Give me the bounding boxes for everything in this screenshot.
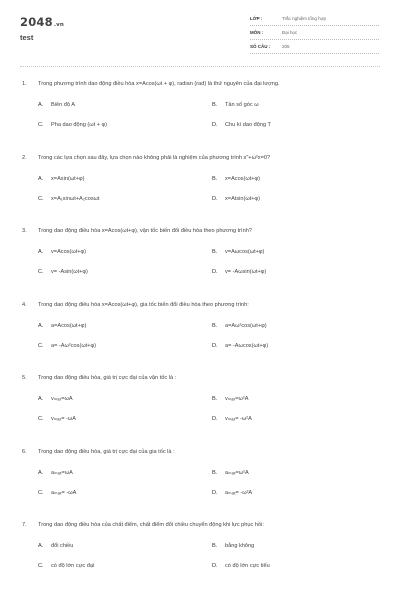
option-c[interactable] (38, 490, 76, 496)
question-number: 4. (22, 301, 27, 308)
option-key: A. (38, 469, 44, 476)
question-text (22, 301, 249, 309)
option-text: v=Acos(ωt+φ) (51, 249, 87, 255)
option-key: A. (38, 396, 44, 402)
option-key: D. (212, 122, 218, 128)
option-b[interactable] (212, 102, 259, 108)
option-key: C. (38, 122, 44, 128)
question-item (22, 227, 382, 301)
option-text: v= -Asin(ωt+φ) (51, 269, 88, 275)
question-list (22, 80, 382, 595)
option-key: B. (212, 249, 218, 255)
class-value: Trắc nghiệm tổng hợp (282, 16, 327, 21)
question-stem: Trong các lựa chọn sau đây, lựa chọn nào không phải là nghiệm của phương trình x"+ω²x=0? (38, 154, 271, 161)
option-text: đổi chiều (51, 543, 74, 549)
option-c[interactable] (38, 416, 76, 422)
question-number: 1. (22, 81, 27, 87)
option-text: bằng không (225, 543, 255, 549)
option-b[interactable] (212, 396, 248, 402)
question-item (22, 154, 382, 228)
option-d[interactable] (212, 490, 252, 496)
subject-value: Đại học (282, 30, 298, 35)
document-title: test (20, 33, 34, 42)
question-item (22, 374, 382, 448)
option-a[interactable] (38, 323, 86, 329)
option-key: C. (38, 195, 44, 202)
option-text: Pha dao động (ωt + φ) (51, 122, 108, 128)
option-key: C. (38, 269, 44, 275)
option-text: Chu kì dao động T (225, 122, 271, 128)
question-number: 7. (22, 522, 27, 528)
question-stem: Trong dao động điều hòa, giá trị cực đại của gia tốc là : (38, 448, 175, 455)
subject-row (250, 26, 379, 40)
option-b[interactable] (212, 176, 260, 182)
class-label: LỚP : (250, 16, 263, 21)
option-text: v= -Aωsin(ωt+φ) (225, 269, 267, 275)
option-a[interactable] (38, 102, 75, 108)
option-d[interactable] (212, 343, 268, 349)
question-text (22, 521, 264, 529)
option-key: D. (212, 416, 218, 422)
option-key: A. (38, 249, 44, 255)
option-text: aₘₐₓ= -ωA (51, 489, 77, 496)
question-item (22, 521, 382, 595)
option-key: B. (212, 322, 218, 329)
option-b[interactable] (212, 470, 249, 476)
option-d[interactable] (212, 269, 266, 275)
option-key: C. (38, 563, 44, 569)
option-text: vₘₐₓ=ωA (51, 396, 73, 402)
logo-text: 2048 (20, 15, 53, 29)
question-item (22, 448, 382, 522)
option-text: x=A₁sinωt+A₂cosωt (51, 195, 100, 202)
logo-suffix: .vn (53, 21, 65, 28)
option-key: B. (212, 469, 218, 476)
option-c[interactable] (38, 196, 100, 202)
option-a[interactable] (38, 543, 73, 549)
option-key: B. (212, 543, 218, 549)
option-a[interactable] (38, 176, 85, 182)
option-text: vₘₐₓ= -ωA (51, 416, 76, 422)
question-text (22, 227, 252, 235)
question-number: 2. (22, 154, 27, 161)
option-key: B. (212, 175, 218, 182)
option-b[interactable] (212, 543, 254, 549)
option-text: aₘₐₓ=ω²A (225, 469, 249, 476)
question-text (22, 448, 175, 456)
option-text: a= -Aωcos(ωt+φ) (225, 342, 269, 349)
question-number: 3. (22, 228, 27, 234)
subject-label: MÔN : (250, 30, 264, 35)
option-key: D. (212, 195, 218, 202)
question-number: 5. (22, 375, 27, 381)
option-d[interactable] (212, 563, 270, 569)
option-text: có độ lớn cực đại (51, 563, 95, 569)
option-key: A. (38, 322, 44, 329)
option-key: B. (212, 102, 218, 108)
option-b[interactable] (212, 323, 267, 329)
option-key: D. (212, 563, 218, 569)
option-text: x=Asin(ωt+φ) (51, 175, 85, 182)
question-number: 6. (22, 448, 27, 455)
question-stem: Trong phương trình dao động điều hòa x=Acos(ωt + φ), radian (rad) là thứ nguyên của đại lượng. (38, 81, 280, 87)
option-key: C. (38, 342, 44, 349)
question-item (22, 80, 382, 154)
option-key: D. (212, 489, 218, 496)
option-c[interactable] (38, 563, 94, 569)
option-b[interactable] (212, 249, 264, 255)
question-stem: Trong dao động điều hòa của chất điểm, chất điểm đổi chiều chuyển động khi lực phục hồi: (38, 522, 264, 528)
question-stem: Trong dao động điều hòa x=Acos(ωt+φ), vận tốc biến đổi điều hòa theo phương trình? (38, 228, 252, 234)
header-divider (20, 66, 380, 67)
option-text: x=Acos(ωt+φ) (225, 175, 261, 182)
option-c[interactable] (38, 122, 107, 128)
question-item (22, 301, 382, 375)
question-text (22, 80, 280, 88)
option-key: A. (38, 543, 44, 549)
question-text (22, 154, 270, 162)
option-a[interactable] (38, 396, 73, 402)
option-text: x=Atsin(ωt+φ) (225, 195, 261, 202)
option-c[interactable] (38, 343, 96, 349)
count-label: SỐ CÂU : (250, 44, 271, 49)
option-key: D. (212, 269, 218, 275)
site-logo[interactable] (20, 15, 64, 29)
option-text: Tần số góc ω (225, 102, 259, 108)
option-text: Biên độ A (51, 102, 75, 108)
count-value: 205 (282, 44, 290, 49)
option-text: có độ lớn cực tiểu (225, 563, 270, 569)
question-stem: Trong dao động điều hòa, giá trị cực đại của vận tốc là : (38, 375, 177, 381)
option-key: A. (38, 175, 44, 182)
header-info (250, 12, 379, 54)
option-text: vₘₐₓ= -ω²A (225, 416, 252, 422)
option-key: C. (38, 416, 44, 422)
option-text: a= -Aω²cos(ωt+φ) (51, 342, 97, 349)
option-text: vₘₐₓ=ω²A (225, 396, 249, 402)
option-key: B. (212, 396, 218, 402)
option-d[interactable] (212, 122, 271, 128)
option-d[interactable] (212, 196, 260, 202)
option-key: A. (38, 102, 44, 108)
option-a[interactable] (38, 249, 86, 255)
option-c[interactable] (38, 269, 88, 275)
option-key: D. (212, 342, 218, 349)
option-text: aₘₐₓ=ωA (51, 469, 73, 476)
option-text: aₘₐₓ= -ω²A (225, 489, 253, 496)
option-key: C. (38, 489, 44, 496)
count-row (250, 40, 379, 54)
option-text: v=Aωcos(ωt+φ) (225, 249, 265, 255)
option-a[interactable] (38, 470, 73, 476)
option-d[interactable] (212, 416, 252, 422)
question-stem: Trong dao động điều hòa x=Acos(ωt+φ), gia tốc biến đổi điều hòa theo phương trình: (38, 301, 249, 308)
option-text: a=Acos(ωt+φ) (51, 322, 87, 329)
class-row (250, 12, 379, 26)
question-text (22, 374, 176, 382)
option-text: a=Aω²cos(ωt+φ) (225, 322, 267, 329)
